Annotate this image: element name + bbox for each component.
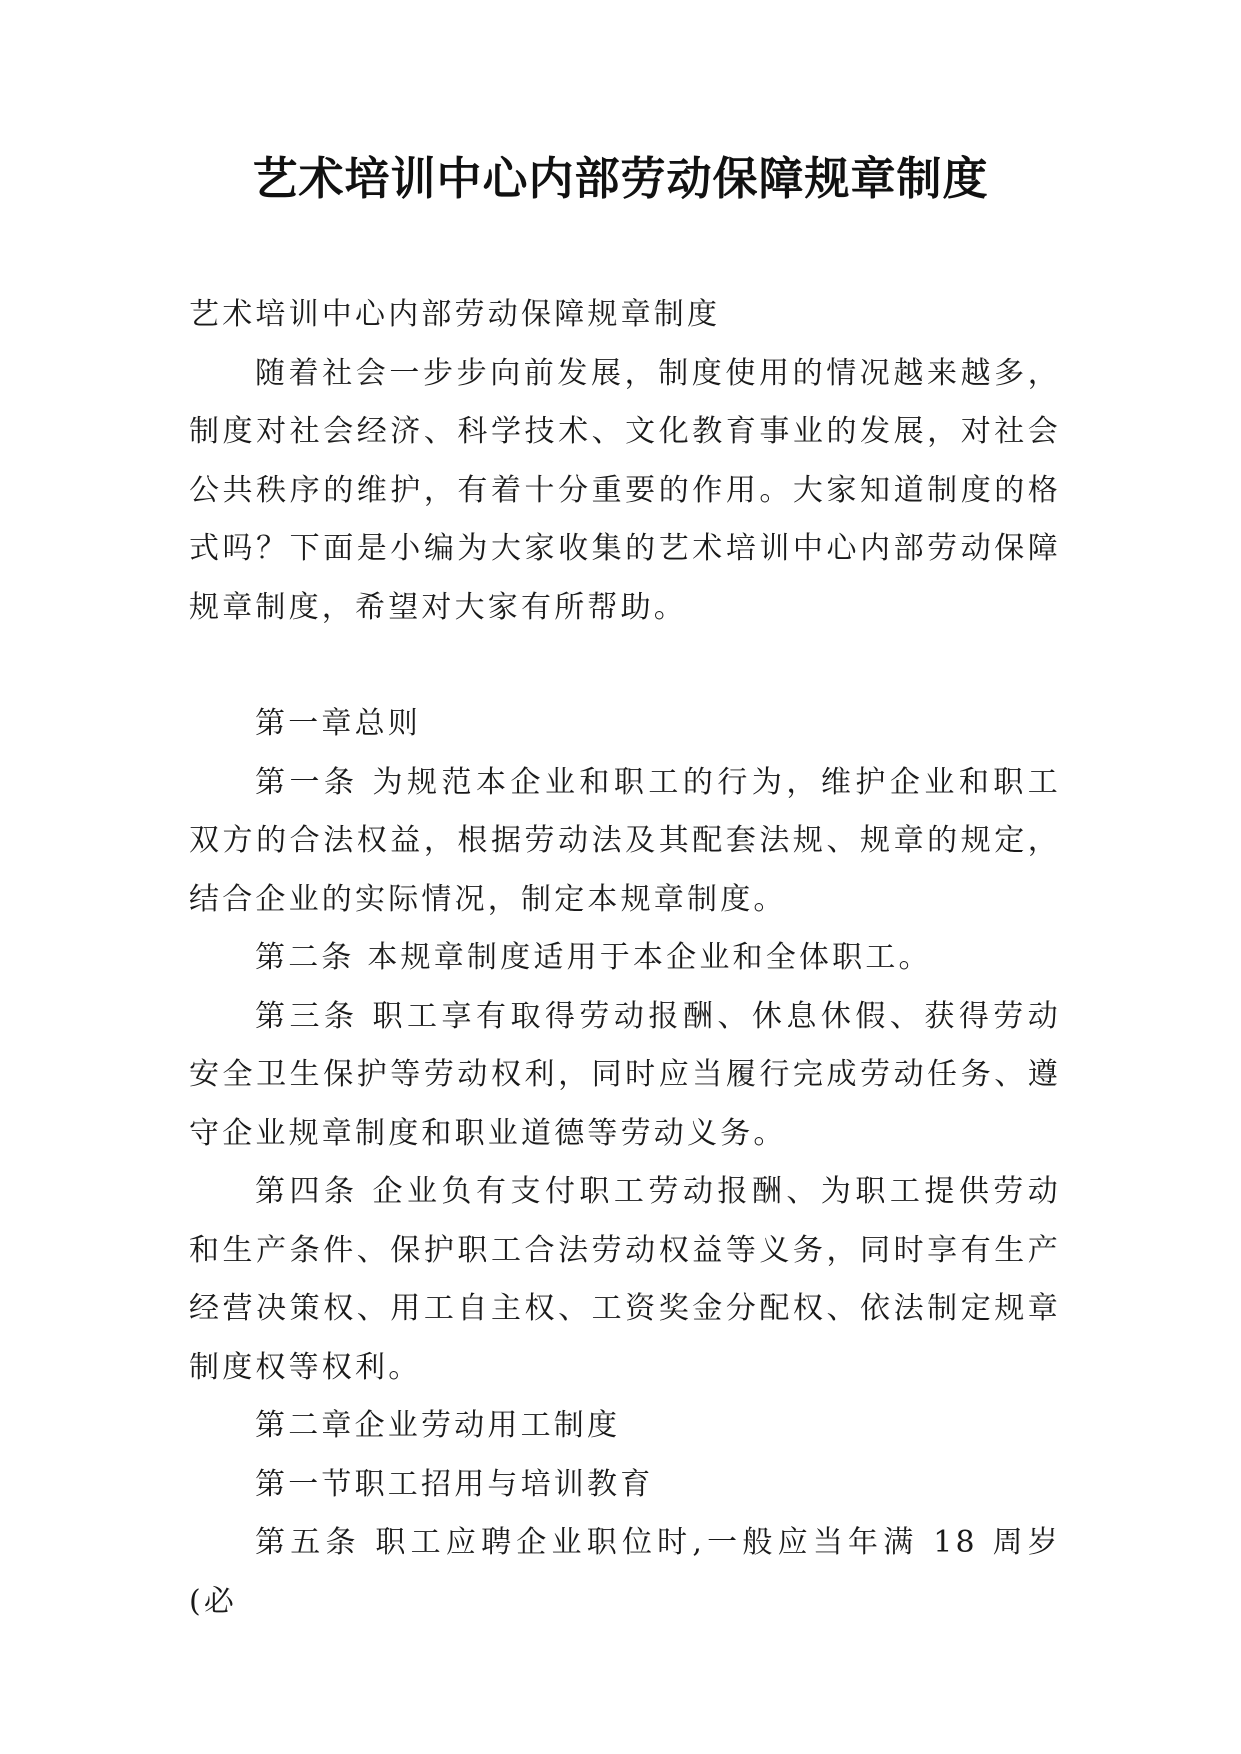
paragraph-subtitle: 艺术培训中心内部劳动保障规章制度 [189,297,721,332]
article-paragraph: 第四条 企业负有支付职工劳动报酬、为职工提供劳动和生产条件、保护职工合法劳动权益等义务，同时享有生产经营决策权、用工自主权、工资奖金分配权、依法制定规章制度权等权利。 [189,1174,1061,1385]
article-paragraph: 第二条 本规章制度适用于本企业和全体职工。 [255,940,932,975]
document-title: 艺术培训中心内部劳动保障规章制度 [252,152,989,205]
chapter-heading: 第一章总则 [255,706,421,741]
article-paragraph: 第三条 职工享有取得劳动报酬、休息休假、获得劳动安全卫生保护等劳动权利，同时应当履行完成劳动任务、遵守企业规章制度和职业道德等劳动义务。 [189,998,1061,1151]
article-paragraph: 第五条 职工应聘企业职位时,一般应当年满 18 周岁(必 [189,1525,1061,1619]
document-body [189,286,1061,1631]
article-paragraph: 第一条 为规范本企业和职工的行为，维护企业和职工双方的合法权益，根据劳动法及其配套法规、规章的规定，结合企业的实际情况，制定本规章制度。 [189,764,1061,917]
chapter-heading: 第二章企业劳动用工制度 [255,1408,621,1443]
section-heading: 第一节职工招用与培训教育 [255,1466,654,1502]
paragraph-intro: 随着社会一步步向前发展，制度使用的情况越来越多，制度对社会经济、科学技术、文化教育事业的发展，对社会公共秩序的维护，有着十分重要的作用。大家知道制度的格式吗？下面是小编为大家收集的艺术培训中心内部劳动保障规章制度，希望对大家有所帮助。 [189,355,1061,625]
